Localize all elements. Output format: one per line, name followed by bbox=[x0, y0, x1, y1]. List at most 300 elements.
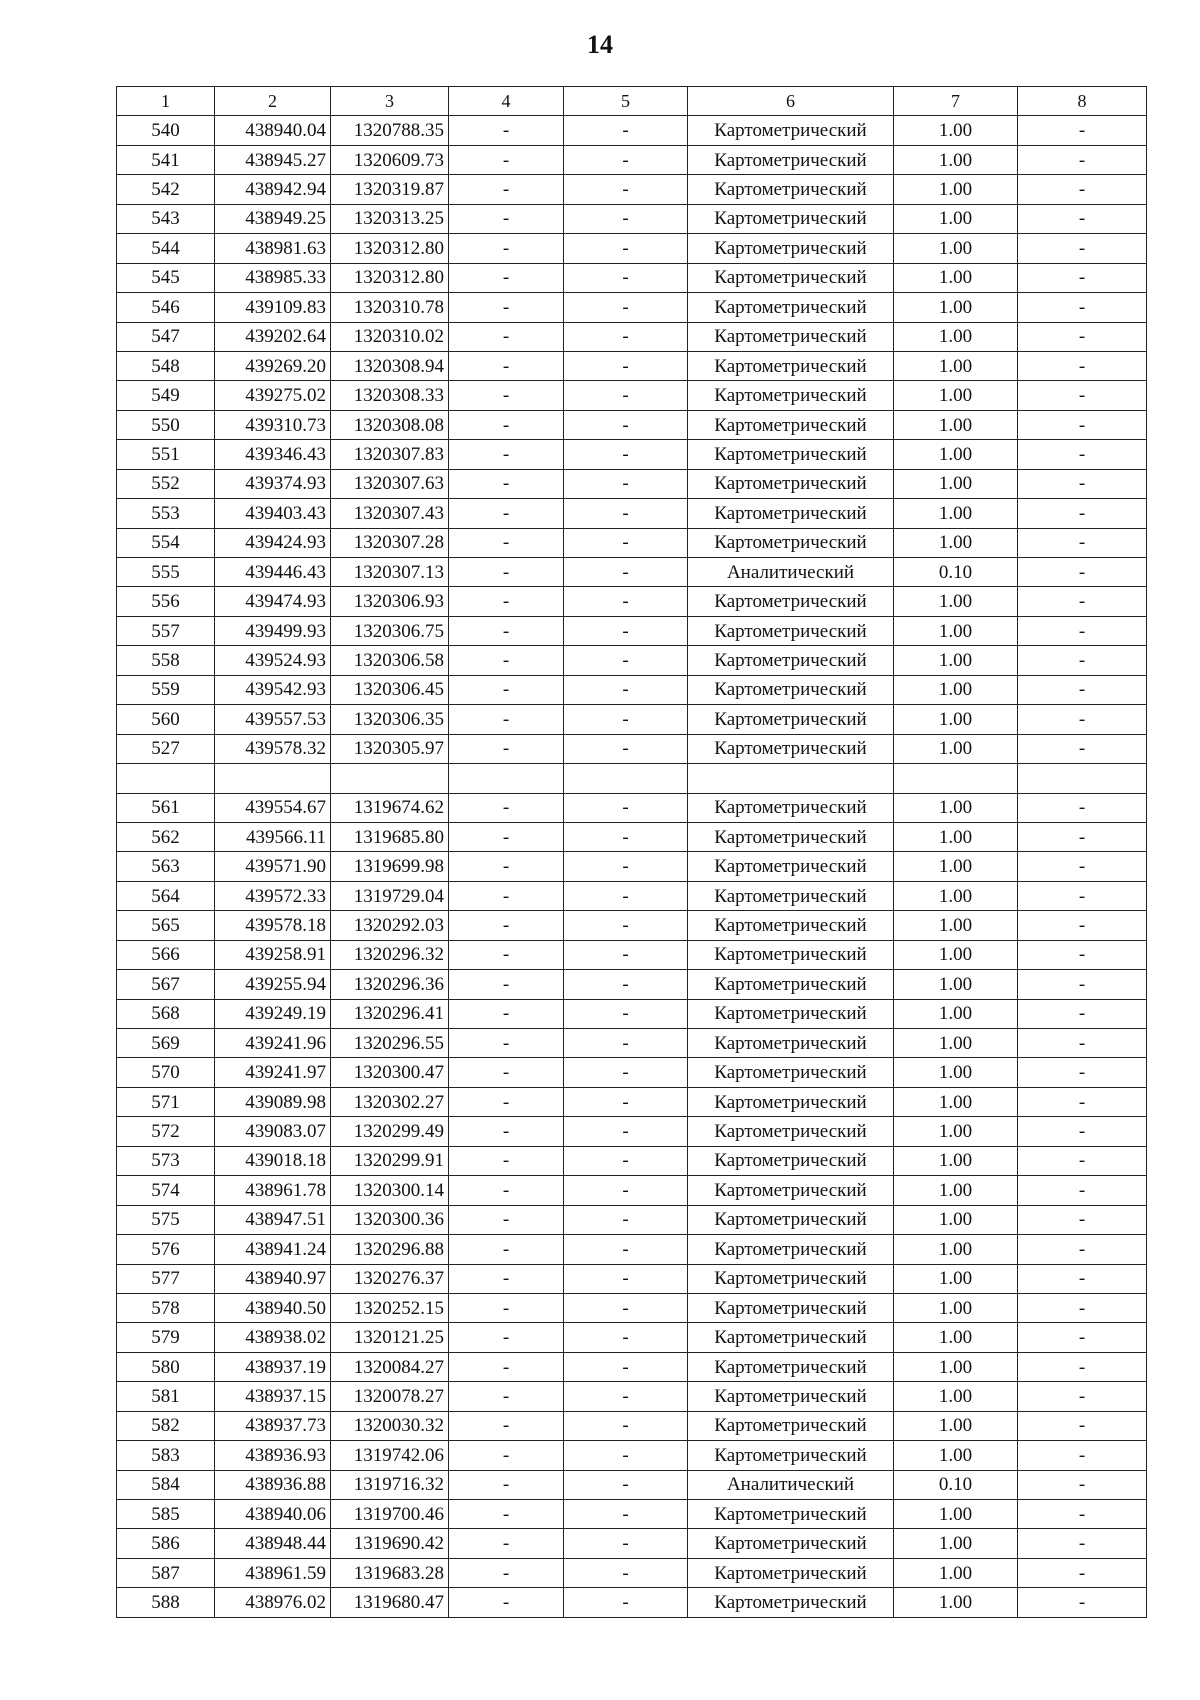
x-coordinate-cell: 439557.53 bbox=[215, 705, 331, 734]
point-number-cell: 550 bbox=[117, 410, 215, 439]
y-coordinate-cell: 1320296.32 bbox=[331, 940, 449, 969]
col8-cell: - bbox=[1018, 1205, 1147, 1234]
y-coordinate-cell: 1320299.91 bbox=[331, 1146, 449, 1175]
method-cell: Картометрический bbox=[688, 293, 894, 322]
x-coordinate-cell: 438976.02 bbox=[215, 1588, 331, 1617]
point-number-cell: 575 bbox=[117, 1205, 215, 1234]
column-header-7: 7 bbox=[894, 87, 1018, 116]
x-coordinate-cell: 439554.67 bbox=[215, 793, 331, 822]
col4-cell: - bbox=[449, 1558, 564, 1587]
point-number-cell: 576 bbox=[117, 1235, 215, 1264]
table-row bbox=[117, 1058, 1147, 1087]
col5-cell: - bbox=[564, 675, 688, 704]
y-coordinate-cell: 1320296.55 bbox=[331, 1029, 449, 1058]
table-row bbox=[117, 322, 1147, 351]
column-header-8: 8 bbox=[1018, 87, 1147, 116]
accuracy-cell: 1.00 bbox=[894, 1293, 1018, 1322]
point-number-cell: 555 bbox=[117, 558, 215, 587]
col5-cell: - bbox=[564, 116, 688, 145]
col8-cell: - bbox=[1018, 1500, 1147, 1529]
col4-cell: - bbox=[449, 1146, 564, 1175]
point-number-cell: 573 bbox=[117, 1146, 215, 1175]
table-row bbox=[117, 1264, 1147, 1293]
method-cell: Картометрический bbox=[688, 1529, 894, 1558]
col5-cell: - bbox=[564, 646, 688, 675]
coordinates-table bbox=[116, 86, 1147, 1618]
col4-cell: - bbox=[449, 499, 564, 528]
y-coordinate-cell: 1319716.32 bbox=[331, 1470, 449, 1499]
accuracy-cell: 1.00 bbox=[894, 234, 1018, 263]
col8-cell: - bbox=[1018, 1411, 1147, 1440]
col8-cell bbox=[1018, 764, 1147, 793]
col4-cell: - bbox=[449, 822, 564, 851]
x-coordinate-cell: 439202.64 bbox=[215, 322, 331, 351]
x-coordinate-cell: 439571.90 bbox=[215, 852, 331, 881]
x-coordinate-cell: 439275.02 bbox=[215, 381, 331, 410]
column-header-5: 5 bbox=[564, 87, 688, 116]
table-row bbox=[117, 1087, 1147, 1116]
col4-cell: - bbox=[449, 1029, 564, 1058]
method-cell: Картометрический bbox=[688, 322, 894, 351]
table-row bbox=[117, 1382, 1147, 1411]
accuracy-cell: 1.00 bbox=[894, 1146, 1018, 1175]
col5-cell: - bbox=[564, 1117, 688, 1146]
method-cell: Картометрический bbox=[688, 410, 894, 439]
table-row bbox=[117, 1029, 1147, 1058]
method-cell: Картометрический bbox=[688, 1264, 894, 1293]
col4-cell: - bbox=[449, 293, 564, 322]
method-cell: Картометрический bbox=[688, 1382, 894, 1411]
col5-cell: - bbox=[564, 1087, 688, 1116]
col4-cell: - bbox=[449, 1323, 564, 1352]
col8-cell: - bbox=[1018, 1441, 1147, 1470]
method-cell: Картометрический bbox=[688, 616, 894, 645]
col5-cell: - bbox=[564, 1558, 688, 1587]
accuracy-cell: 1.00 bbox=[894, 616, 1018, 645]
col5-cell: - bbox=[564, 293, 688, 322]
col5-cell: - bbox=[564, 1441, 688, 1470]
x-coordinate-cell: 439374.93 bbox=[215, 469, 331, 498]
col5-cell: - bbox=[564, 1058, 688, 1087]
col5-cell: - bbox=[564, 734, 688, 763]
col4-cell: - bbox=[449, 587, 564, 616]
table-row bbox=[117, 1323, 1147, 1352]
method-cell: Картометрический bbox=[688, 1146, 894, 1175]
col5-cell: - bbox=[564, 999, 688, 1028]
table-row bbox=[117, 911, 1147, 940]
col8-cell: - bbox=[1018, 1264, 1147, 1293]
x-coordinate-cell: 438949.25 bbox=[215, 204, 331, 233]
table-row bbox=[117, 970, 1147, 999]
point-number-cell: 564 bbox=[117, 881, 215, 910]
y-coordinate-cell: 1319680.47 bbox=[331, 1588, 449, 1617]
y-coordinate-cell: 1320306.35 bbox=[331, 705, 449, 734]
y-coordinate-cell: 1320305.97 bbox=[331, 734, 449, 763]
col8-cell: - bbox=[1018, 175, 1147, 204]
col5-cell: - bbox=[564, 1352, 688, 1381]
col5-cell: - bbox=[564, 852, 688, 881]
col4-cell: - bbox=[449, 705, 564, 734]
point-number-cell: 558 bbox=[117, 646, 215, 675]
method-cell: Картометрический bbox=[688, 1558, 894, 1587]
page-number: 14 bbox=[587, 30, 613, 59]
x-coordinate-cell: 438940.06 bbox=[215, 1500, 331, 1529]
point-number-cell: 582 bbox=[117, 1411, 215, 1440]
y-coordinate-cell: 1320300.14 bbox=[331, 1176, 449, 1205]
col8-cell: - bbox=[1018, 558, 1147, 587]
col5-cell: - bbox=[564, 940, 688, 969]
accuracy-cell: 1.00 bbox=[894, 528, 1018, 557]
col5-cell: - bbox=[564, 1235, 688, 1264]
x-coordinate-cell: 439241.97 bbox=[215, 1058, 331, 1087]
col5-cell: - bbox=[564, 793, 688, 822]
method-cell: Картометрический bbox=[688, 1352, 894, 1381]
x-coordinate-cell: 439424.93 bbox=[215, 528, 331, 557]
method-cell: Картометрический bbox=[688, 675, 894, 704]
table-row bbox=[117, 1146, 1147, 1175]
point-number-cell: 565 bbox=[117, 911, 215, 940]
col5-cell: - bbox=[564, 1529, 688, 1558]
accuracy-cell: 1.00 bbox=[894, 881, 1018, 910]
table-row bbox=[117, 1588, 1147, 1617]
accuracy-cell: 1.00 bbox=[894, 145, 1018, 174]
col8-cell: - bbox=[1018, 1588, 1147, 1617]
col4-cell: - bbox=[449, 616, 564, 645]
point-number-cell: 560 bbox=[117, 705, 215, 734]
point-number-cell: 580 bbox=[117, 1352, 215, 1381]
y-coordinate-cell: 1320300.36 bbox=[331, 1205, 449, 1234]
accuracy-cell: 1.00 bbox=[894, 793, 1018, 822]
col4-cell: - bbox=[449, 1470, 564, 1499]
table-row bbox=[117, 616, 1147, 645]
col4-cell: - bbox=[449, 1382, 564, 1411]
col5-cell: - bbox=[564, 175, 688, 204]
col8-cell: - bbox=[1018, 1117, 1147, 1146]
table-row bbox=[117, 263, 1147, 292]
accuracy-cell: 1.00 bbox=[894, 469, 1018, 498]
col8-cell: - bbox=[1018, 1470, 1147, 1499]
accuracy-cell: 1.00 bbox=[894, 587, 1018, 616]
y-coordinate-cell: 1320292.03 bbox=[331, 911, 449, 940]
col5-cell: - bbox=[564, 1588, 688, 1617]
col4-cell bbox=[449, 764, 564, 793]
x-coordinate-cell: 438936.93 bbox=[215, 1441, 331, 1470]
y-coordinate-cell: 1319683.28 bbox=[331, 1558, 449, 1587]
y-coordinate-cell: 1320296.36 bbox=[331, 970, 449, 999]
col8-cell: - bbox=[1018, 970, 1147, 999]
accuracy-cell: 1.00 bbox=[894, 1235, 1018, 1264]
col8-cell: - bbox=[1018, 1323, 1147, 1352]
col8-cell: - bbox=[1018, 1176, 1147, 1205]
col4-cell: - bbox=[449, 263, 564, 292]
method-cell: Картометрический bbox=[688, 940, 894, 969]
accuracy-cell: 1.00 bbox=[894, 1529, 1018, 1558]
x-coordinate-cell: 438937.15 bbox=[215, 1382, 331, 1411]
col8-cell: - bbox=[1018, 263, 1147, 292]
col8-cell: - bbox=[1018, 999, 1147, 1028]
table-row bbox=[117, 116, 1147, 145]
method-cell: Картометрический bbox=[688, 852, 894, 881]
col4-cell: - bbox=[449, 970, 564, 999]
col5-cell: - bbox=[564, 234, 688, 263]
col8-cell: - bbox=[1018, 293, 1147, 322]
table-row bbox=[117, 1529, 1147, 1558]
method-cell: Картометрический bbox=[688, 1500, 894, 1529]
point-number-cell: 561 bbox=[117, 793, 215, 822]
method-cell: Картометрический bbox=[688, 381, 894, 410]
accuracy-cell: 1.00 bbox=[894, 175, 1018, 204]
col4-cell: - bbox=[449, 234, 564, 263]
method-cell: Картометрический bbox=[688, 440, 894, 469]
y-coordinate-cell: 1320308.94 bbox=[331, 351, 449, 380]
x-coordinate-cell: 439269.20 bbox=[215, 351, 331, 380]
y-coordinate-cell: 1320307.63 bbox=[331, 469, 449, 498]
table-row bbox=[117, 381, 1147, 410]
y-coordinate-cell: 1320030.32 bbox=[331, 1411, 449, 1440]
y-coordinate-cell: 1320308.33 bbox=[331, 381, 449, 410]
table-row bbox=[117, 734, 1147, 763]
point-number-cell: 568 bbox=[117, 999, 215, 1028]
col8-cell: - bbox=[1018, 881, 1147, 910]
method-cell: Картометрический bbox=[688, 1293, 894, 1322]
table-row bbox=[117, 675, 1147, 704]
point-number-cell: 552 bbox=[117, 469, 215, 498]
col8-cell: - bbox=[1018, 1235, 1147, 1264]
col4-cell: - bbox=[449, 1117, 564, 1146]
method-cell: Картометрический bbox=[688, 1087, 894, 1116]
col5-cell: - bbox=[564, 970, 688, 999]
table-row bbox=[117, 440, 1147, 469]
x-coordinate-cell: 439403.43 bbox=[215, 499, 331, 528]
column-header-1: 1 bbox=[117, 87, 215, 116]
col4-cell: - bbox=[449, 881, 564, 910]
point-number-cell: 567 bbox=[117, 970, 215, 999]
accuracy-cell: 0.10 bbox=[894, 1470, 1018, 1499]
x-coordinate-cell: 438961.59 bbox=[215, 1558, 331, 1587]
x-coordinate-cell: 438938.02 bbox=[215, 1323, 331, 1352]
col5-cell: - bbox=[564, 263, 688, 292]
y-coordinate-cell: 1320306.75 bbox=[331, 616, 449, 645]
col4-cell: - bbox=[449, 175, 564, 204]
y-coordinate-cell: 1320306.93 bbox=[331, 587, 449, 616]
col5-cell: - bbox=[564, 410, 688, 439]
accuracy-cell: 1.00 bbox=[894, 351, 1018, 380]
y-coordinate-cell: 1320299.49 bbox=[331, 1117, 449, 1146]
col4-cell: - bbox=[449, 1176, 564, 1205]
point-number-cell: 581 bbox=[117, 1382, 215, 1411]
col8-cell: - bbox=[1018, 852, 1147, 881]
col4-cell: - bbox=[449, 1352, 564, 1381]
y-coordinate-cell: 1320307.13 bbox=[331, 558, 449, 587]
y-coordinate-cell: 1320306.58 bbox=[331, 646, 449, 675]
x-coordinate-cell: 438940.04 bbox=[215, 116, 331, 145]
method-cell: Картометрический bbox=[688, 351, 894, 380]
y-coordinate-cell: 1320084.27 bbox=[331, 1352, 449, 1381]
col5-cell: - bbox=[564, 911, 688, 940]
table-row bbox=[117, 204, 1147, 233]
point-number-cell: 548 bbox=[117, 351, 215, 380]
y-coordinate-cell: 1319685.80 bbox=[331, 822, 449, 851]
col8-cell: - bbox=[1018, 234, 1147, 263]
y-coordinate-cell: 1320308.08 bbox=[331, 410, 449, 439]
x-coordinate-cell: 439089.98 bbox=[215, 1087, 331, 1116]
col5-cell: - bbox=[564, 499, 688, 528]
accuracy-cell: 1.00 bbox=[894, 822, 1018, 851]
col5-cell: - bbox=[564, 1293, 688, 1322]
col5-cell: - bbox=[564, 1470, 688, 1499]
method-cell: Картометрический bbox=[688, 911, 894, 940]
accuracy-cell: 1.00 bbox=[894, 1205, 1018, 1234]
col4-cell: - bbox=[449, 410, 564, 439]
col8-cell: - bbox=[1018, 381, 1147, 410]
y-coordinate-cell: 1320296.88 bbox=[331, 1235, 449, 1264]
point-number-cell: 570 bbox=[117, 1058, 215, 1087]
col5-cell: - bbox=[564, 1323, 688, 1352]
point-number-cell: 543 bbox=[117, 204, 215, 233]
accuracy-cell bbox=[894, 764, 1018, 793]
y-coordinate-cell: 1320296.41 bbox=[331, 999, 449, 1028]
col5-cell: - bbox=[564, 587, 688, 616]
table-row bbox=[117, 852, 1147, 881]
method-cell: Картометрический bbox=[688, 1441, 894, 1470]
x-coordinate-cell: 438937.19 bbox=[215, 1352, 331, 1381]
y-coordinate-cell: 1320078.27 bbox=[331, 1382, 449, 1411]
table-row bbox=[117, 1176, 1147, 1205]
x-coordinate-cell: 439578.18 bbox=[215, 911, 331, 940]
method-cell: Картометрический bbox=[688, 469, 894, 498]
y-coordinate-cell: 1320307.43 bbox=[331, 499, 449, 528]
col4-cell: - bbox=[449, 734, 564, 763]
col8-cell: - bbox=[1018, 734, 1147, 763]
x-coordinate-cell: 439083.07 bbox=[215, 1117, 331, 1146]
accuracy-cell: 1.00 bbox=[894, 1411, 1018, 1440]
y-coordinate-cell: 1320121.25 bbox=[331, 1323, 449, 1352]
accuracy-cell: 1.00 bbox=[894, 1323, 1018, 1352]
table-row bbox=[117, 940, 1147, 969]
point-number-cell: 583 bbox=[117, 1441, 215, 1470]
x-coordinate-cell: 438936.88 bbox=[215, 1470, 331, 1499]
x-coordinate-cell: 438947.51 bbox=[215, 1205, 331, 1234]
col4-cell: - bbox=[449, 469, 564, 498]
accuracy-cell: 1.00 bbox=[894, 940, 1018, 969]
col8-cell: - bbox=[1018, 911, 1147, 940]
col8-cell: - bbox=[1018, 145, 1147, 174]
table-row bbox=[117, 1235, 1147, 1264]
point-number-cell: 585 bbox=[117, 1500, 215, 1529]
col5-cell: - bbox=[564, 469, 688, 498]
col4-cell: - bbox=[449, 940, 564, 969]
accuracy-cell: 1.00 bbox=[894, 1588, 1018, 1617]
col8-cell: - bbox=[1018, 793, 1147, 822]
point-number-cell: 563 bbox=[117, 852, 215, 881]
accuracy-cell: 1.00 bbox=[894, 999, 1018, 1028]
x-coordinate-cell: 438981.63 bbox=[215, 234, 331, 263]
x-coordinate-cell: 439542.93 bbox=[215, 675, 331, 704]
y-coordinate-cell: 1320302.27 bbox=[331, 1087, 449, 1116]
y-coordinate-cell: 1319742.06 bbox=[331, 1441, 449, 1470]
column-header-3: 3 bbox=[331, 87, 449, 116]
point-number-cell: 562 bbox=[117, 822, 215, 851]
x-coordinate-cell: 439249.19 bbox=[215, 999, 331, 1028]
col5-cell: - bbox=[564, 1176, 688, 1205]
method-cell: Картометрический bbox=[688, 881, 894, 910]
x-coordinate-cell: 439018.18 bbox=[215, 1146, 331, 1175]
table-row bbox=[117, 1500, 1147, 1529]
point-number-cell: 556 bbox=[117, 587, 215, 616]
table-row bbox=[117, 881, 1147, 910]
col5-cell: - bbox=[564, 616, 688, 645]
table-row bbox=[117, 793, 1147, 822]
col8-cell: - bbox=[1018, 351, 1147, 380]
table-row bbox=[117, 705, 1147, 734]
point-number-cell: 584 bbox=[117, 1470, 215, 1499]
accuracy-cell: 1.00 bbox=[894, 204, 1018, 233]
col4-cell: - bbox=[449, 1205, 564, 1234]
y-coordinate-cell: 1319729.04 bbox=[331, 881, 449, 910]
method-cell: Картометрический bbox=[688, 587, 894, 616]
x-coordinate-cell: 438940.50 bbox=[215, 1293, 331, 1322]
col8-cell: - bbox=[1018, 499, 1147, 528]
point-number-cell: 587 bbox=[117, 1558, 215, 1587]
table-row bbox=[117, 499, 1147, 528]
x-coordinate-cell: 438942.94 bbox=[215, 175, 331, 204]
y-coordinate-cell: 1320312.80 bbox=[331, 234, 449, 263]
point-number-cell: 578 bbox=[117, 1293, 215, 1322]
y-coordinate-cell: 1319699.98 bbox=[331, 852, 449, 881]
method-cell: Картометрический bbox=[688, 1029, 894, 1058]
col5-cell: - bbox=[564, 1382, 688, 1411]
col8-cell: - bbox=[1018, 116, 1147, 145]
table-row bbox=[117, 528, 1147, 557]
point-number-cell: 571 bbox=[117, 1087, 215, 1116]
method-cell: Картометрический bbox=[688, 1411, 894, 1440]
col4-cell: - bbox=[449, 1441, 564, 1470]
col5-cell: - bbox=[564, 351, 688, 380]
y-coordinate-cell bbox=[331, 764, 449, 793]
y-coordinate-cell: 1320310.02 bbox=[331, 322, 449, 351]
point-number-cell: 542 bbox=[117, 175, 215, 204]
col8-cell: - bbox=[1018, 1058, 1147, 1087]
method-cell: Картометрический bbox=[688, 705, 894, 734]
table-row bbox=[117, 1558, 1147, 1587]
y-coordinate-cell: 1320319.87 bbox=[331, 175, 449, 204]
accuracy-cell: 1.00 bbox=[894, 734, 1018, 763]
col4-cell: - bbox=[449, 852, 564, 881]
col4-cell: - bbox=[449, 999, 564, 1028]
accuracy-cell: 1.00 bbox=[894, 646, 1018, 675]
table-row bbox=[117, 234, 1147, 263]
point-number-cell: 551 bbox=[117, 440, 215, 469]
x-coordinate-cell: 439258.91 bbox=[215, 940, 331, 969]
accuracy-cell: 1.00 bbox=[894, 381, 1018, 410]
col8-cell: - bbox=[1018, 1029, 1147, 1058]
col4-cell: - bbox=[449, 322, 564, 351]
method-cell: Картометрический bbox=[688, 145, 894, 174]
col4-cell: - bbox=[449, 116, 564, 145]
table-row bbox=[117, 351, 1147, 380]
col4-cell: - bbox=[449, 558, 564, 587]
y-coordinate-cell: 1320306.45 bbox=[331, 675, 449, 704]
method-cell: Картометрический bbox=[688, 234, 894, 263]
col4-cell: - bbox=[449, 1588, 564, 1617]
method-cell: Аналитический bbox=[688, 1470, 894, 1499]
accuracy-cell: 1.00 bbox=[894, 1382, 1018, 1411]
point-number-cell: 557 bbox=[117, 616, 215, 645]
col4-cell: - bbox=[449, 1529, 564, 1558]
accuracy-cell: 1.00 bbox=[894, 1029, 1018, 1058]
col4-cell: - bbox=[449, 145, 564, 174]
col4-cell: - bbox=[449, 204, 564, 233]
